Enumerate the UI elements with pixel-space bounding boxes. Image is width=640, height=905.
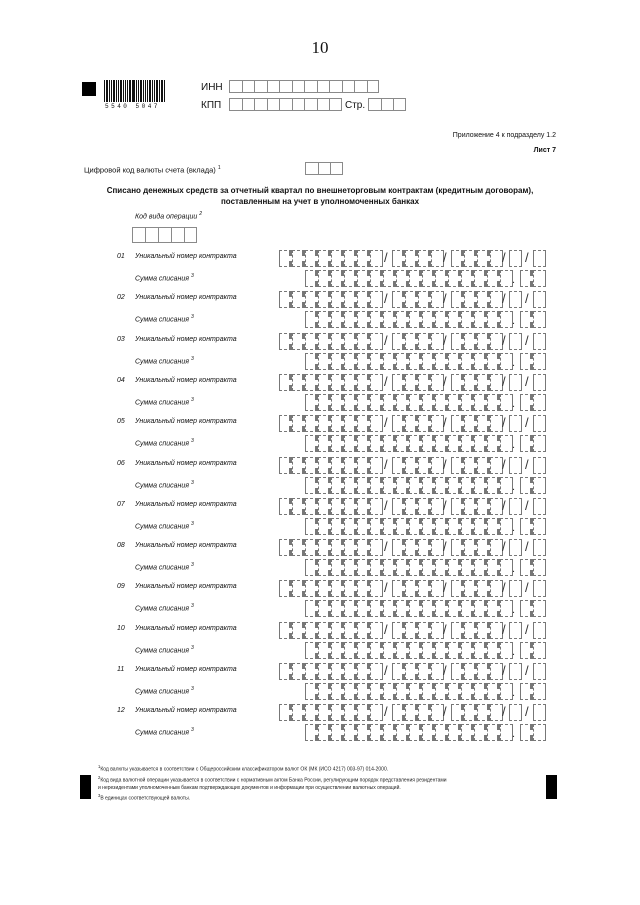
contract-number-part-2[interactable] (392, 415, 444, 432)
row-number: 02 (117, 294, 125, 301)
contract-number-part-1[interactable] (279, 374, 383, 391)
footnote-3: $^3$В единицах соответствующей валюты. (98, 793, 191, 802)
sum-label-text: Сумма списания (135, 440, 190, 448)
separator-slash: / (384, 457, 388, 472)
contract-number-part-3[interactable] (451, 333, 503, 350)
contract-number-part-2[interactable] (392, 457, 444, 474)
contract-number-part-4[interactable] (509, 580, 522, 597)
contract-number-label: Уникальный номер контракта (135, 460, 237, 467)
footnote-2-cont: и нерезидентами уполномоченным банкам подтверждающих документов и информации при осуществлении валютных операций. (98, 785, 401, 792)
decimal-separator: . (512, 646, 516, 658)
sum-fraction-field[interactable] (520, 270, 546, 287)
decimal-separator: . (512, 687, 516, 699)
sum-fraction-field[interactable] (520, 518, 546, 535)
separator-slash: / (502, 539, 506, 554)
row-number: 10 (117, 625, 125, 632)
contract-number-part-4[interactable] (509, 498, 522, 515)
contract-number-part-3[interactable] (451, 539, 503, 556)
sum-label (135, 686, 194, 695)
currency-code-sup: 1 (217, 165, 221, 171)
form-title (60, 185, 580, 207)
contract-number-part-3[interactable] (451, 704, 503, 721)
contract-number-label: Уникальный номер контракта (135, 418, 237, 425)
contract-number-part-1[interactable] (279, 539, 383, 556)
sum-label-text: Сумма списания (135, 523, 190, 531)
contract-number-part-3[interactable] (451, 291, 503, 308)
separator-slash: / (502, 457, 506, 472)
sum-label-text: Сумма списания (135, 316, 190, 324)
sum-fraction-field[interactable] (520, 683, 546, 700)
contract-number-part-1[interactable] (279, 704, 383, 721)
kpp-label: КПП (201, 100, 222, 111)
sum-label (135, 356, 194, 365)
sum-label-text: Сумма списания (135, 275, 190, 283)
barcode-digits: 5540 5047 (105, 103, 160, 110)
separator-slash: / (443, 580, 447, 595)
sum-integer-field[interactable] (305, 270, 516, 287)
sum-fraction-field[interactable] (520, 311, 546, 328)
decimal-separator: . (512, 563, 516, 575)
contract-number-part-2[interactable] (392, 704, 444, 721)
separator-slash: / (384, 415, 388, 430)
decimal-separator: . (512, 604, 516, 616)
contract-number-part-4[interactable] (509, 250, 522, 267)
form-title-line-1: Списано денежных средств за отчетный квартал по внешнеторговым контрактам (кредитным договорам), (106, 186, 534, 195)
decimal-separator: . (512, 728, 516, 740)
contract-number-part-2[interactable] (392, 333, 444, 350)
contract-number-part-4[interactable] (509, 291, 522, 308)
sum-label-sup: 3 (191, 603, 194, 609)
contract-number-part-3[interactable] (451, 250, 503, 267)
operation-code-field[interactable] (132, 227, 197, 243)
row-number: 09 (117, 583, 125, 590)
separator-slash: / (502, 704, 506, 719)
sum-label (135, 273, 194, 282)
sum-fraction-field[interactable] (520, 600, 546, 617)
form-title-line-2: поставленным на учет в уполномоченных банках (220, 197, 420, 206)
sum-label-text: Сумма списания (135, 564, 190, 572)
row-number: 08 (117, 542, 125, 549)
sum-label-sup: 3 (191, 727, 194, 733)
contract-number-part-5[interactable] (533, 704, 546, 721)
separator-slash: / (443, 704, 447, 719)
sum-label (135, 438, 194, 447)
contract-number-part-3[interactable] (451, 457, 503, 474)
corner-marker-bottom-left (80, 775, 91, 799)
sum-label-sup: 3 (191, 480, 194, 486)
decimal-separator: . (512, 357, 516, 369)
decimal-separator: . (512, 439, 516, 451)
contract-number-label: Уникальный номер контракта (135, 501, 237, 508)
page-number: 10 (311, 38, 329, 57)
contract-number-part-2[interactable] (392, 663, 444, 680)
corner-marker-bottom-right (546, 775, 557, 799)
sum-label-sup: 3 (191, 314, 194, 320)
operation-code-text: Код вида операции (135, 213, 198, 221)
separator-slash: / (502, 580, 506, 595)
separator-slash: / (525, 457, 529, 472)
sum-label (135, 727, 194, 736)
decimal-separator: . (512, 481, 516, 493)
contract-number-part-3[interactable] (451, 374, 503, 391)
contract-number-part-5[interactable] (533, 457, 546, 474)
sum-label-text: Сумма списания (135, 729, 190, 737)
sum-integer-field[interactable] (305, 518, 516, 535)
sum-label-sup: 3 (191, 521, 194, 527)
separator-slash: / (525, 250, 529, 265)
decimal-separator: . (512, 522, 516, 534)
decimal-separator: . (512, 274, 516, 286)
contract-number-label: Уникальный номер контракта (135, 542, 237, 549)
contract-number-part-1[interactable] (279, 333, 383, 350)
operation-code-label (135, 211, 202, 220)
contract-number-part-2[interactable] (392, 291, 444, 308)
separator-slash: / (443, 291, 447, 306)
contract-number-part-1[interactable] (279, 415, 383, 432)
row-number: 11 (117, 666, 125, 673)
separator-slash: / (443, 415, 447, 430)
contract-number-part-4[interactable] (509, 704, 522, 721)
contract-number-part-2[interactable] (392, 539, 444, 556)
contract-number-part-5[interactable] (533, 333, 546, 350)
sum-label-sup: 3 (191, 397, 194, 403)
row-number: 05 (117, 418, 125, 425)
contract-number-label: Уникальный номер контракта (135, 707, 237, 714)
contract-number-part-1[interactable] (279, 498, 383, 515)
sum-label-sup: 3 (191, 686, 194, 692)
sum-integer-field[interactable] (305, 435, 516, 452)
separator-slash: / (384, 333, 388, 348)
row-number: 01 (117, 253, 125, 260)
contract-number-label: Уникальный номер контракта (135, 625, 237, 632)
separator-slash: / (384, 663, 388, 678)
sum-fraction-field[interactable] (520, 394, 546, 411)
sum-label-text: Сумма списания (135, 688, 190, 696)
separator-slash: / (443, 250, 447, 265)
contract-number-part-5[interactable] (533, 580, 546, 597)
contract-number-part-1[interactable] (279, 622, 383, 639)
contract-number-part-4[interactable] (509, 539, 522, 556)
contract-number-part-1[interactable] (279, 250, 383, 267)
sum-fraction-field[interactable] (520, 559, 546, 576)
separator-slash: / (384, 498, 388, 513)
sum-label-text: Сумма списания (135, 358, 190, 366)
sum-label-sup: 3 (191, 645, 194, 651)
contract-number-part-5[interactable] (533, 415, 546, 432)
appendix-label: Приложение 4 к подразделу 1.2 (452, 132, 556, 139)
separator-slash: / (525, 291, 529, 306)
separator-slash: / (443, 622, 447, 637)
contract-number-part-3[interactable] (451, 415, 503, 432)
contract-number-part-3[interactable] (451, 580, 503, 597)
sum-integer-field[interactable] (305, 311, 516, 328)
sum-label (135, 314, 194, 323)
sum-fraction-field[interactable] (520, 477, 546, 494)
currency-code-field[interactable] (305, 162, 343, 175)
contract-number-part-4[interactable] (509, 333, 522, 350)
sum-integer-field[interactable] (305, 477, 516, 494)
contract-number-part-5[interactable] (533, 539, 546, 556)
contract-number-part-3[interactable] (451, 498, 503, 515)
inn-label: ИНН (201, 82, 223, 93)
separator-slash: / (502, 333, 506, 348)
separator-slash: / (384, 622, 388, 637)
contract-number-label: Уникальный номер контракта (135, 294, 237, 301)
contract-number-part-1[interactable] (279, 663, 383, 680)
currency-code-label (84, 165, 221, 175)
sum-label (135, 521, 194, 530)
contract-number-part-4[interactable] (509, 374, 522, 391)
separator-slash: / (525, 374, 529, 389)
contract-number-part-4[interactable] (509, 622, 522, 639)
separator-slash: / (502, 374, 506, 389)
contract-number-part-5[interactable] (533, 663, 546, 680)
sum-integer-field[interactable] (305, 559, 516, 576)
separator-slash: / (502, 250, 506, 265)
page-label: Стр. (345, 100, 366, 111)
contract-number-part-4[interactable] (509, 457, 522, 474)
sum-label-text: Сумма списания (135, 605, 190, 613)
sum-label (135, 480, 194, 489)
corner-marker-top-left (82, 82, 96, 96)
footnote-1: $^1$Код валюты указывается в соответствии с Общероссийским классификатором валют ОК (МК (ИСО 4217) 003-97) 014-2000. (98, 764, 389, 773)
sum-label-sup: 3 (191, 356, 194, 362)
sum-fraction-field[interactable] (520, 435, 546, 452)
contract-number-label: Уникальный номер контракта (135, 253, 237, 260)
contract-number-part-3[interactable] (451, 622, 503, 639)
row-number: 07 (117, 501, 125, 508)
separator-slash: / (443, 374, 447, 389)
separator-slash: / (525, 333, 529, 348)
separator-slash: / (384, 704, 388, 719)
sum-fraction-field[interactable] (520, 724, 546, 741)
sum-label (135, 562, 194, 571)
separator-slash: / (525, 704, 529, 719)
contract-number-label: Уникальный номер контракта (135, 666, 237, 673)
sum-label-sup: 3 (191, 438, 194, 444)
sum-label-sup: 3 (191, 562, 194, 568)
row-number: 04 (117, 377, 125, 384)
sum-integer-field[interactable] (305, 683, 516, 700)
separator-slash: / (384, 539, 388, 554)
sum-label-text: Сумма списания (135, 647, 190, 655)
separator-slash: / (525, 539, 529, 554)
contract-number-part-1[interactable] (279, 457, 383, 474)
contract-number-part-1[interactable] (279, 291, 383, 308)
separator-slash: / (384, 250, 388, 265)
separator-slash: / (502, 415, 506, 430)
contract-number-part-5[interactable] (533, 374, 546, 391)
contract-number-label: Уникальный номер контракта (135, 377, 237, 384)
contract-number-part-2[interactable] (392, 250, 444, 267)
contract-number-part-4[interactable] (509, 663, 522, 680)
separator-slash: / (443, 333, 447, 348)
contract-number-part-4[interactable] (509, 415, 522, 432)
operation-code-sup: 2 (199, 211, 203, 217)
contract-number-part-5[interactable] (533, 291, 546, 308)
contract-number-part-5[interactable] (533, 622, 546, 639)
sum-label (135, 645, 194, 654)
separator-slash: / (502, 291, 506, 306)
decimal-separator: . (512, 315, 516, 327)
sum-label-text: Сумма списания (135, 399, 190, 407)
separator-slash: / (443, 539, 447, 554)
separator-slash: / (443, 663, 447, 678)
separator-slash: / (525, 622, 529, 637)
footnotes (98, 763, 518, 803)
sum-integer-field[interactable] (305, 353, 516, 370)
separator-slash: / (384, 580, 388, 595)
sum-label-sup: 3 (191, 273, 194, 279)
contract-number-label: Уникальный номер контракта (135, 336, 237, 343)
contract-number-part-2[interactable] (392, 374, 444, 391)
sum-integer-field[interactable] (305, 724, 516, 741)
currency-code-text: Цифровой код валюты счета (вклада) (84, 165, 216, 175)
inn-field[interactable] (229, 80, 379, 93)
sum-integer-field[interactable] (305, 600, 516, 617)
sum-fraction-field[interactable] (520, 353, 546, 370)
kpp-field[interactable] (229, 98, 342, 111)
row-number: 12 (117, 707, 125, 714)
separator-slash: / (443, 498, 447, 513)
separator-slash: / (525, 663, 529, 678)
sum-fraction-field[interactable] (520, 642, 546, 659)
contract-number-label: Уникальный номер контракта (135, 583, 237, 590)
contract-number-part-2[interactable] (392, 498, 444, 515)
contract-number-part-1[interactable] (279, 580, 383, 597)
footnote-2: $^2$Код вида валютной операции указывается в соответствии с нормативным актом Банка России, регулирующим порядок представления резидентами (98, 774, 447, 784)
sum-label (135, 603, 194, 612)
separator-slash: / (525, 498, 529, 513)
sum-integer-field[interactable] (305, 642, 516, 659)
contract-number-part-3[interactable] (451, 663, 503, 680)
separator-slash: / (525, 580, 529, 595)
separator-slash: / (502, 663, 506, 678)
row-number: 06 (117, 460, 125, 467)
page-field[interactable] (368, 98, 406, 111)
contract-number-part-2[interactable] (392, 622, 444, 639)
decimal-separator: . (512, 398, 516, 410)
sum-label-text: Сумма списания (135, 482, 190, 490)
separator-slash: / (525, 415, 529, 430)
separator-slash: / (502, 498, 506, 513)
separator-slash: / (502, 622, 506, 637)
separator-slash: / (443, 457, 447, 472)
contract-number-part-5[interactable] (533, 498, 546, 515)
sum-integer-field[interactable] (305, 394, 516, 411)
sum-label (135, 397, 194, 406)
row-number: 03 (117, 336, 125, 343)
contract-number-part-5[interactable] (533, 250, 546, 267)
contract-number-part-2[interactable] (392, 580, 444, 597)
sheet-label: Лист 7 (533, 147, 556, 154)
separator-slash: / (384, 291, 388, 306)
separator-slash: / (384, 374, 388, 389)
